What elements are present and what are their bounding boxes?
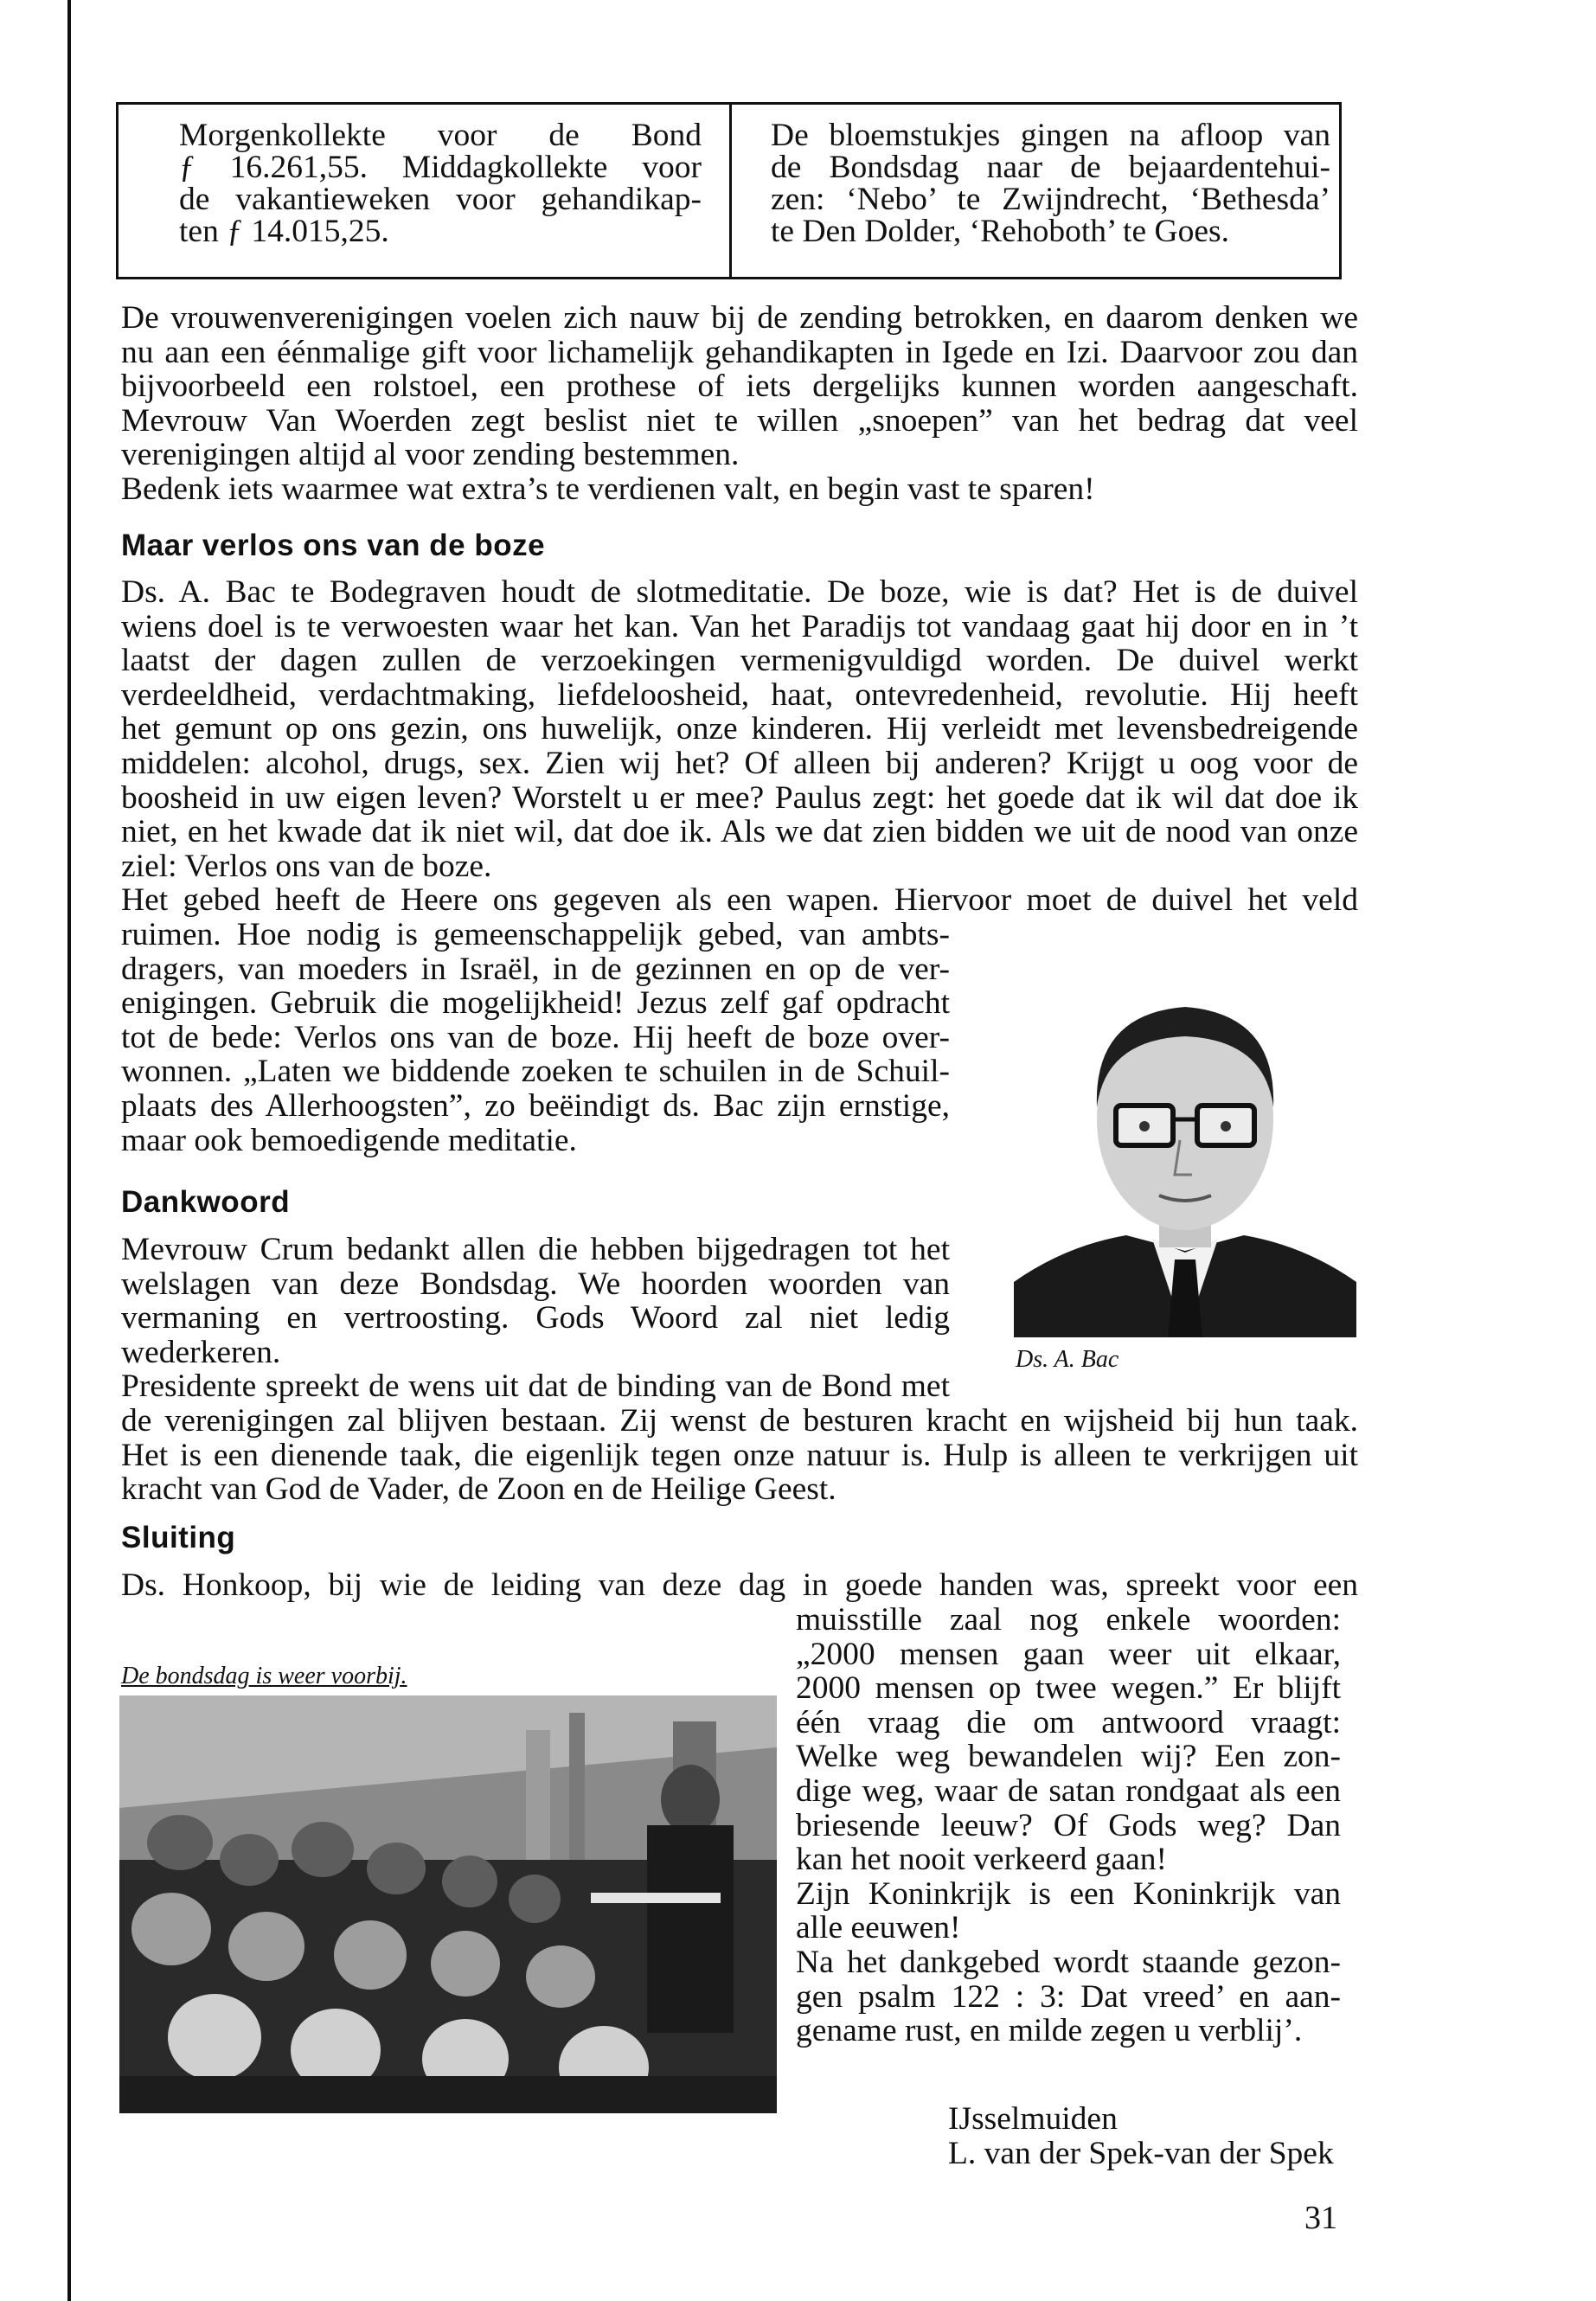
flowers-line: zen: ‘Nebo’ te Zwijndrecht, ‘Bethesda’ [771,182,1330,217]
text-line: Na het dankgebed wordt staande gezon- [796,1944,1341,1980]
meditation-narrow-paragraph [121,918,950,1157]
text-line: wederkeren. [121,1334,281,1370]
text-line: Het gebed heeft de Heere ons gegeven als een wapen. Hiervoor moet de duivel het veld [121,882,1358,919]
text-line: wiens doel is te verwoesten waar het kan. Van het Paradijs tot vandaag gaat hij door en in ’t [121,608,1358,644]
text-line: dragers, van moeders in Israël, in de gezinnen en op de ver- [121,951,950,987]
page-number: 31 [1304,2200,1337,2236]
text-line: tot de bede: Verlos ons van de boze. Hij heeft de boze over- [121,1019,950,1055]
text-line: vermaning en vertroosting. Gods Woord zal niet ledig [121,1300,950,1336]
portrait-photo [1014,960,1356,1337]
heading-dankwoord: Dankwoord [121,1185,291,1219]
group-photo [119,1695,777,2113]
text-line: Mevrouw Van Woerden zegt beslist niet te willen „snoepen” van het bedrag dat veel [121,402,1358,439]
text-line: laatst der dagen zullen de verzoekingen vermenigvuldigd worden. De duivel werkt [121,643,1358,679]
text-line: het gemunt op ons gezin, ons huwelijk, onze kinderen. Hij verleidt met levensbedreigende [121,711,1358,747]
thanks-paragraph [121,1404,1358,1507]
text-line: gen psalm 122 : 3: Dat vreed’ en aan- [796,1978,1341,2015]
text-line: gename rust, en milde zegen u verblij’. [796,2013,1303,2049]
flowers-line: de Bondsdag naar de bejaardentehui- [771,150,1330,185]
group-photo-caption: De bondsdag is weer voorbij. [121,1663,407,1689]
text-line: Zijn Koninkrijk is een Koninkrijk van [796,1875,1341,1912]
text-line: boosheid in uw eigen leven? Worstelt u er mee? Paulus zegt: het goede dat ik wil dat doe ik [121,779,1358,816]
flowers-line: te Den Dolder, ‘Rehoboth’ te Goes. [771,214,1229,249]
text-line: welslagen van deze Bondsdag. We hoorden woorden van [121,1266,950,1302]
text-line: alle eeuwen! [796,1910,961,1946]
heading-verlos: Maar verlos ons van de boze [121,529,546,562]
text-line: kan het nooit verkeerd gaan! [796,1842,1167,1878]
text-line: bijvoorbeeld een rolstoel, een prothese of iets dergelijks kunnen worden aangeschaft. [121,369,1358,405]
signature-name: L. van der Spek-van der Spek [948,2135,1334,2171]
text-line: Ds. A. Bac te Bodegraven houdt de slotmeditatie. De boze, wie is dat? Het is de duivel [121,574,1358,610]
portrait-caption: Ds. A. Bac [1016,1346,1119,1373]
text-line: maar ook bemoedigende meditatie. [121,1122,577,1158]
text-line: Ds. Honkoop, bij wie de leiding van deze dag in goede handen was, spreekt voor een [121,1567,1358,1603]
collection-line: ten ƒ 14.015,25. [179,214,389,249]
text-line: dige weg, waar de satan rondgaat als een [796,1772,1341,1809]
text-line: plaats des Allerhoogsten”, zo beëindigt ds. Bac zijn ernstige, [121,1087,950,1124]
text-line: Mevrouw Crum bedankt allen die hebben bijgedragen tot het [121,1232,950,1267]
meditation-paragraph [121,575,1358,918]
text-line: wonnen. „Laten we biddende zoeken te schuilen in de Schuil- [121,1054,950,1090]
intro-paragraph [121,301,1358,507]
text-line: ziel: Verlos ons van de boze. [121,848,492,884]
text-line: Welke weg bewandelen wij? Een zon- [796,1739,1341,1775]
flowers-box [729,102,1342,279]
text-line: „2000 mensen gaan weer uit elkaar, [796,1636,1341,1672]
closing-first-line [121,1568,1358,1603]
text-line: verenigingen altijd al voor zending bestemmen. [121,437,740,473]
closing-column [796,1603,1341,2048]
text-line: verdeeldheid, verdachtmaking, liefdeloosheid, haat, ontevredenheid, revolutie. Hij heeft [121,676,1358,713]
collection-line: Morgenkollekte voor de Bond [179,118,702,153]
flowers-line: De bloemstukjes gingen na afloop van [771,118,1330,153]
text-line: Bedenk iets waarmee wat extra’s te verdienen valt, en begin vast te sparen! [121,471,1095,507]
text-line: Presidente spreekt de wens uit dat de binding van de Bond met [121,1368,950,1405]
text-line: de verenigingen zal blijven bestaan. Zij wenst de besturen kracht en wijsheid bij hun taak. [121,1403,1358,1439]
signature [948,2102,1363,2170]
text-line: niet, en het kwade dat ik niet wil, dat doe ik. Als we dat zien bidden we uit de nood van onze [121,814,1358,850]
text-line: enigingen. Gebruik die mogelijkheid! Jezus zelf gaf opdracht [121,985,950,1022]
text-line: muisstille zaal nog enkele woorden: [796,1602,1341,1638]
text-line: De vrouwenverenigingen voelen zich nauw bij de zending betrokken, en daarom denken we [121,300,1358,336]
text-line: 2000 mensen op twee wegen.” Er blijft [796,1670,1341,1707]
text-line: briesende leeuw? Of Gods weg? Dan [796,1807,1341,1843]
text-line: één vraag die om antwoord vraagt: [796,1704,1341,1740]
text-line: nu aan een éénmalige gift voor lichamelijk gehandikapten in Igede en Izi. Daarvoor zou dan [121,334,1358,370]
text-line: middelen: alcohol, drugs, sex. Zien wij het? Of alleen bij anderen? Krijgt u oog voor de [121,745,1358,781]
collection-line: ƒ 16.261,55. Middagkollekte voor [179,150,702,185]
collection-box [116,102,732,279]
page-edge-rule [67,0,71,2301]
collection-line: de vakantieweken voor gehandikap- [179,182,702,217]
thanks-narrow-paragraph [121,1233,950,1404]
text-line: ruimen. Hoe nodig is gemeenschappelijk gebed, van ambts- [121,917,950,952]
text-line: kracht van God de Vader, de Zoon en de Heilige Geest. [121,1471,836,1508]
heading-sluiting: Sluiting [121,1521,236,1554]
signature-place: IJsselmuiden [948,2101,1118,2137]
text-line: Het is een dienende taak, die eigenlijk tegen onze natuur is. Hulp is alleen te verkrijgen uit [121,1437,1358,1473]
